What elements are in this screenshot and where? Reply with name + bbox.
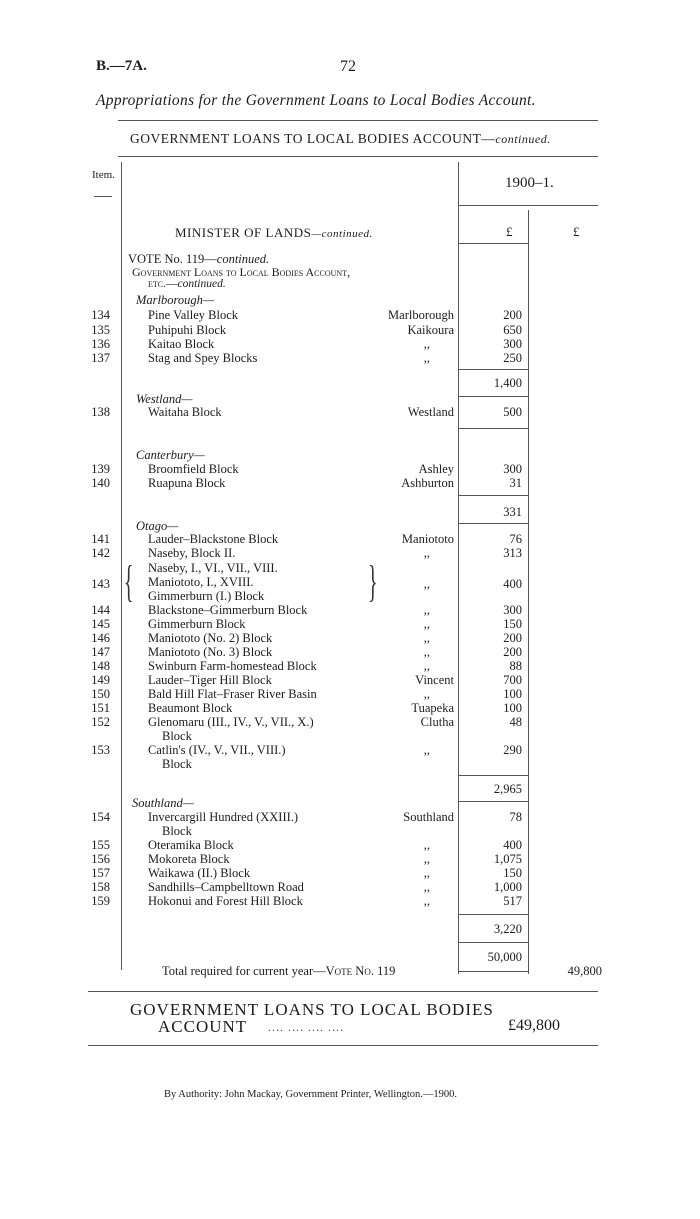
brace-right: } <box>368 557 378 606</box>
item-number: 141 <box>91 532 110 546</box>
item-district: ,, <box>423 631 430 645</box>
item-district: Clutha <box>420 715 454 729</box>
item-description: Kaitao Block <box>148 337 215 351</box>
item-number: 155 <box>91 838 110 852</box>
item-description: Lauder–Blackstone Block <box>148 532 279 546</box>
table-row <box>0 462 700 477</box>
subtotal-rule <box>458 801 528 802</box>
item-description: Bald Hill Flat–Fraser River Basin <box>148 687 317 701</box>
subtotal-rule <box>458 428 528 429</box>
item-number: 156 <box>91 852 110 866</box>
group-label-westland: Westland— <box>136 392 193 406</box>
item-description-cont: Block <box>162 757 192 771</box>
item-amount: 100 <box>503 701 522 715</box>
section-title <box>130 131 551 147</box>
item-description: Swinburn Farm-homestead Block <box>148 659 317 673</box>
table-row <box>0 617 700 632</box>
table-row <box>0 894 700 909</box>
item-amount: 700 <box>503 673 522 687</box>
item-number: 149 <box>91 673 110 687</box>
item-description: Puhipuhi Block <box>148 323 227 337</box>
subtotal-rule <box>458 775 528 776</box>
item-amount: 200 <box>503 631 522 645</box>
item-description: Naseby, I., VI., VII., VIII. <box>148 561 278 575</box>
table-row <box>0 687 700 702</box>
item-description: Maniototo (No. 2) Block <box>148 631 273 645</box>
item-district: Marlborough <box>388 308 454 322</box>
item-amount: 290 <box>503 743 522 757</box>
item-number: 146 <box>91 631 110 645</box>
item-district: ,, <box>423 880 430 894</box>
subtotal-rule <box>458 396 528 397</box>
item-description: Gimmerburn (I.) Block <box>148 589 265 603</box>
item-district: Maniototo <box>401 532 454 546</box>
subtotal-rule <box>458 523 528 524</box>
vote-total-text: Total required for current year— <box>162 964 326 978</box>
table-row <box>0 546 700 561</box>
item-number: 137 <box>91 351 110 365</box>
item-amount: 150 <box>503 617 522 631</box>
item-description: Mokoreta Block <box>148 852 230 866</box>
brace-left: { <box>124 557 134 606</box>
account-total-amount: £49,800 <box>508 1017 560 1034</box>
item-district: ,, <box>423 603 430 617</box>
item-number: 139 <box>91 462 110 476</box>
item-description: Naseby, Block II. <box>148 546 236 560</box>
item-amount: 400 <box>503 577 522 591</box>
item-description-cont: Block <box>162 824 192 838</box>
account-total-leaders: .... .... .... .... <box>268 1020 344 1034</box>
item-description: Invercargill Hundred (XXIII.) <box>148 810 299 824</box>
item-description: Gimmerburn Block <box>148 617 246 631</box>
item-district: ,, <box>423 577 430 591</box>
vote-heading-text: VOTE No. 119— <box>128 252 217 266</box>
column-header-pound-1: £ <box>506 224 513 239</box>
item-description: Pine Valley Block <box>148 308 239 322</box>
ministry-heading-text: MINISTER OF LANDS <box>175 225 312 240</box>
table-row <box>0 715 700 730</box>
item-amount: 300 <box>503 337 522 351</box>
item-number: 153 <box>91 743 110 757</box>
table-row <box>0 701 700 716</box>
column-header-year: 1900–1. <box>505 175 554 191</box>
item-number: 140 <box>91 476 110 490</box>
vote-total-label <box>162 964 395 979</box>
vote-heading-cont: continued. <box>216 252 270 266</box>
page-number: 72 <box>340 58 356 75</box>
subtotal-otago: 2,965 <box>493 782 522 796</box>
table-row <box>0 337 700 352</box>
rule-account-bottom <box>88 1045 598 1046</box>
table-row <box>0 308 700 323</box>
rule-table-top <box>118 156 598 157</box>
item-description: Waikawa (II.) Block <box>148 866 251 880</box>
item-district: ,, <box>423 659 430 673</box>
item-number: 152 <box>91 715 110 729</box>
item-amount: 500 <box>503 405 522 419</box>
item-amount: 300 <box>503 603 522 617</box>
account-total-line1: GOVERNMENT LOANS TO LOCAL BODIES <box>130 1000 494 1019</box>
item-amount: 150 <box>503 866 522 880</box>
item-description: Catlin's (IV., V., VII., VIII.) <box>148 743 286 757</box>
table-row <box>0 323 700 338</box>
item-district: Kaikoura <box>407 323 454 337</box>
item-number: 147 <box>91 645 110 659</box>
item-description: Ruapuna Block <box>148 476 226 490</box>
vote-subtotal: 50,000 <box>487 950 522 964</box>
item-description: Hokonui and Forest Hill Block <box>148 894 303 908</box>
table-row <box>0 577 700 592</box>
rule-account-top <box>88 991 598 992</box>
table-row <box>0 838 700 853</box>
subtotal-rule <box>458 495 528 496</box>
table-row <box>0 603 700 618</box>
item-amount: 48 <box>509 715 522 729</box>
vote-total-vote: Vote No. 119 <box>325 964 396 978</box>
account-total-line2: ACCOUNT <box>158 1017 248 1036</box>
item-amount: 313 <box>503 546 522 560</box>
item-district: ,, <box>423 337 430 351</box>
vote-subheading-2 <box>148 278 226 290</box>
item-description: Lauder–Tiger Hill Block <box>148 673 272 687</box>
item-amount: 650 <box>503 323 522 337</box>
item-description: Glenomaru (III., IV., V., VII., X.) <box>148 715 314 729</box>
rule-item-header <box>94 196 112 197</box>
item-amount: 100 <box>503 687 522 701</box>
item-district: ,, <box>423 645 430 659</box>
table-row <box>0 631 700 646</box>
column-header-pound-2: £ <box>573 224 580 239</box>
item-amount: 88 <box>509 659 522 673</box>
table-row <box>0 852 700 867</box>
item-district: ,, <box>423 546 430 560</box>
vote-subheading: Government Loans to Local Bodies Account, <box>132 265 351 279</box>
subtotal-rule <box>458 942 528 943</box>
table-row <box>0 351 700 366</box>
item-amount: 78 <box>509 810 522 824</box>
item-number: 154 <box>91 810 110 824</box>
item-description-cont: Block <box>162 729 192 743</box>
item-amount: 31 <box>509 476 522 490</box>
item-number: 159 <box>91 894 110 908</box>
item-district: Southland <box>403 810 454 824</box>
item-district: ,, <box>423 743 430 757</box>
table-row <box>0 743 700 758</box>
item-district: Vincent <box>415 673 454 687</box>
item-amount: 250 <box>503 351 522 365</box>
item-amount: 1,075 <box>493 852 522 866</box>
table-row <box>0 645 700 660</box>
table-row <box>0 659 700 674</box>
item-number: 145 <box>91 617 110 631</box>
item-description: Oteramika Block <box>148 838 234 852</box>
item-district: ,, <box>423 687 430 701</box>
group-label-marlborough: Marlborough— <box>136 293 215 307</box>
item-district: ,, <box>423 866 430 880</box>
item-district: ,, <box>423 351 430 365</box>
item-description: Blackstone–Gimmerburn Block <box>148 603 308 617</box>
item-amount: 200 <box>503 645 522 659</box>
item-amount: 76 <box>509 532 522 546</box>
document-reference: B.—7A. <box>96 58 147 74</box>
item-description: Waitaha Block <box>148 405 222 419</box>
item-district: Ashley <box>418 462 454 476</box>
item-description: Stag and Spey Blocks <box>148 351 258 365</box>
subtotal-southland: 3,220 <box>493 922 522 936</box>
column-header-item: Item. <box>92 169 115 181</box>
ministry-heading-cont: —continued. <box>311 228 373 240</box>
item-district: ,, <box>423 617 430 631</box>
subtotal-canterbury: 331 <box>503 505 522 519</box>
item-district: ,, <box>423 838 430 852</box>
section-title-cont: continued. <box>495 132 551 146</box>
printer-imprint: By Authority: John Mackay, Government Printer, Wellington.—1900. <box>164 1089 457 1100</box>
item-description: Beaumont Block <box>148 701 233 715</box>
item-number: 135 <box>91 323 110 337</box>
table-row <box>0 532 700 547</box>
vote-subheading-cont: continued. <box>177 278 226 290</box>
item-number: 143 <box>91 577 110 591</box>
item-number: 148 <box>91 659 110 673</box>
group-label-otago: Otago— <box>136 519 179 533</box>
rule-pound <box>458 243 528 244</box>
table-row <box>0 866 700 881</box>
item-description: Sandhills–Campbelltown Road <box>148 880 304 894</box>
item-district: ,, <box>423 852 430 866</box>
item-number: 151 <box>91 701 110 715</box>
group-label-southland: Southland— <box>132 796 194 810</box>
item-amount: 400 <box>503 838 522 852</box>
item-description: Maniototo (No. 3) Block <box>148 645 273 659</box>
item-number: 144 <box>91 603 110 617</box>
page-subtitle: Appropriations for the Government Loans to Local Bodies Account. <box>96 92 536 109</box>
item-district: Ashburton <box>401 476 454 490</box>
item-number: 158 <box>91 880 110 894</box>
item-district: Tuapeka <box>411 701 454 715</box>
item-number: 134 <box>91 308 110 322</box>
item-amount: 1,000 <box>493 880 522 894</box>
group-label-canterbury: Canterbury— <box>136 448 205 462</box>
item-amount: 200 <box>503 308 522 322</box>
section-title-text: GOVERNMENT LOANS TO LOCAL BODIES ACCOUNT— <box>130 131 496 146</box>
vote-subheading-etc: etc.— <box>148 278 178 290</box>
subtotal-rule <box>458 914 528 915</box>
subtotal-marlborough: 1,400 <box>493 376 522 390</box>
item-district: Westland <box>407 405 454 419</box>
item-number: 138 <box>91 405 110 419</box>
item-number: 136 <box>91 337 110 351</box>
total-rule <box>458 971 528 972</box>
rule-top <box>118 120 598 121</box>
item-description: Broomfield Block <box>148 462 239 476</box>
vote-total-amount: 49,800 <box>567 964 602 978</box>
item-amount: 517 <box>503 894 522 908</box>
item-number: 150 <box>91 687 110 701</box>
item-number: 142 <box>91 546 110 560</box>
table-row <box>0 476 700 491</box>
table-row <box>0 405 700 420</box>
rule-year <box>458 205 598 206</box>
table-row <box>0 880 700 895</box>
item-description: Maniototo, I., XVIII. <box>148 575 254 589</box>
item-number: 157 <box>91 866 110 880</box>
table-row <box>0 673 700 688</box>
item-amount: 300 <box>503 462 522 476</box>
table-row <box>0 810 700 825</box>
ministry-heading <box>175 225 373 241</box>
subtotal-rule <box>458 369 528 370</box>
item-district: ,, <box>423 894 430 908</box>
